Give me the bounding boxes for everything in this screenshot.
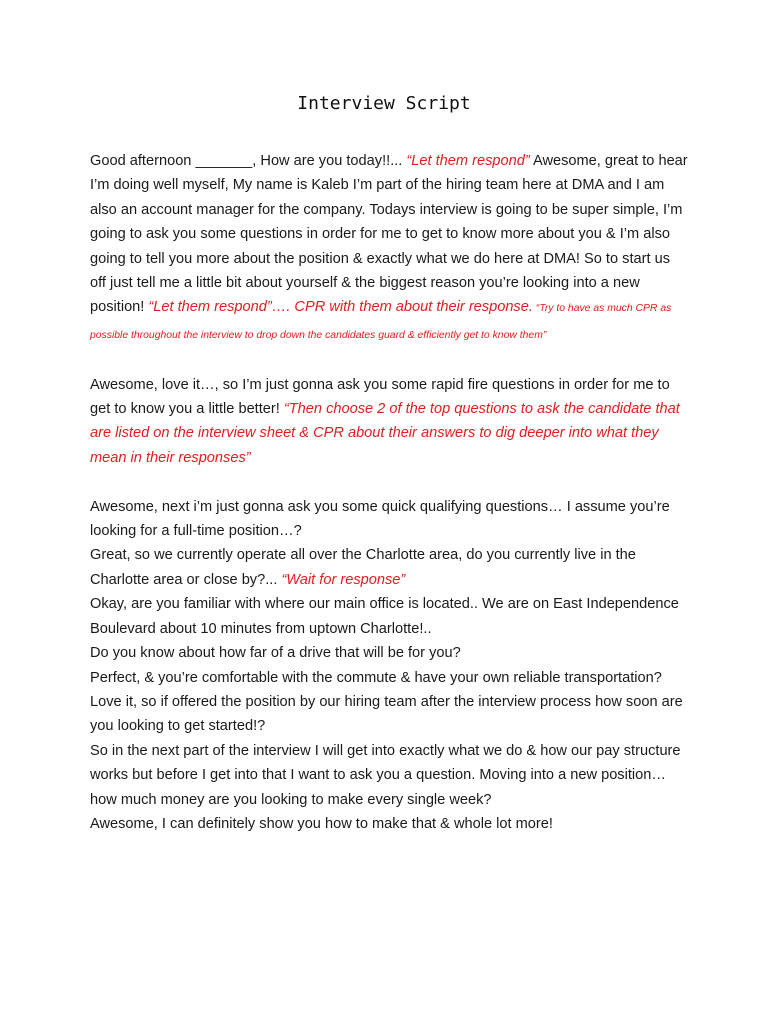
- qualifying-line-2: [90, 543, 690, 592]
- intro-paragraph: [90, 149, 690, 348]
- qualifying-line-1: Awesome, next i’m just gonna ask you some quick qualifying questions… I assume you’re looking for a full-time position…?: [90, 498, 670, 540]
- rapid-fire-paragraph: [90, 373, 690, 471]
- document-title: Interview Script: [297, 93, 471, 114]
- qualifying-line-6: Love it, so if offered the position by our hiring team after the interview process how soon are you looking to get started!?: [90, 693, 683, 735]
- rapid-fire-text: [90, 373, 690, 471]
- intro-text: [90, 149, 690, 348]
- qualifying-line-5: Perfect, & you’re comfortable with the commute & have your own reliable transportation?: [90, 669, 662, 686]
- instruction-let-them-respond: “Let them respond”: [406, 153, 530, 169]
- script-body: [90, 149, 690, 861]
- instruction-wait-for-response: “Wait for response”: [281, 571, 406, 588]
- rapid-fire-body-text: Awesome, love it…, so I’m just gonna ask you some rapid fire questions in order for me to get to know you a little better!: [90, 376, 670, 418]
- instruction-choose-questions: “Then choose 2 of the top questions to ask the candidate that are listed on the interview sheet & CPR about their answers to dig deeper into what they mean in their responses”: [90, 401, 680, 466]
- qualifying-line-4: Do you know about how far of a drive that will be for you?: [90, 645, 461, 662]
- intro-body-text: Awesome, great to hear I’m doing well myself, My name is Kaleb I’m part of the hiring team here at DMA and I am also an account manager for the company. Todays interview is going to be super simple, I’m going to ask you some questions in order for me to get to know more about you & I’m also going to tell you more about the position & exactly what we do here at DMA! So to start us off just tell me a little bit about yourself & the biggest reason you’re looking into a new position!: [90, 153, 688, 316]
- qualifying-line-8: Awesome, I can definitely show you how to make that & whole lot more!: [90, 815, 553, 832]
- qualifying-line-3: Okay, are you familiar with where our main office is located.. We are on East Independence Boulevard about 10 minutes from uptown Charlotte!..: [90, 596, 679, 637]
- greeting-text: Good afternoon _______, How are you today!!...: [90, 153, 407, 169]
- qualifying-paragraph: [90, 495, 690, 837]
- instruction-cpr-response: “Let them respond”…. CPR with them about their response.: [148, 299, 533, 316]
- instruction-cpr-note: “Try to have as much CPR as possible throughout the interview to drop down the candidates guard & efficiently get to know them”: [90, 303, 672, 341]
- qualifying-line-7: So in the next part of the interview I will get into exactly what we do & how our pay structure works but before I get into that I want to ask you a question. Moving into a new position… how much money are you looking to make every single week?: [90, 742, 681, 808]
- charlotte-question-text: Great, so we currently operate all over the Charlotte area, do you currently live in the Charlotte area or close by?...: [90, 547, 636, 588]
